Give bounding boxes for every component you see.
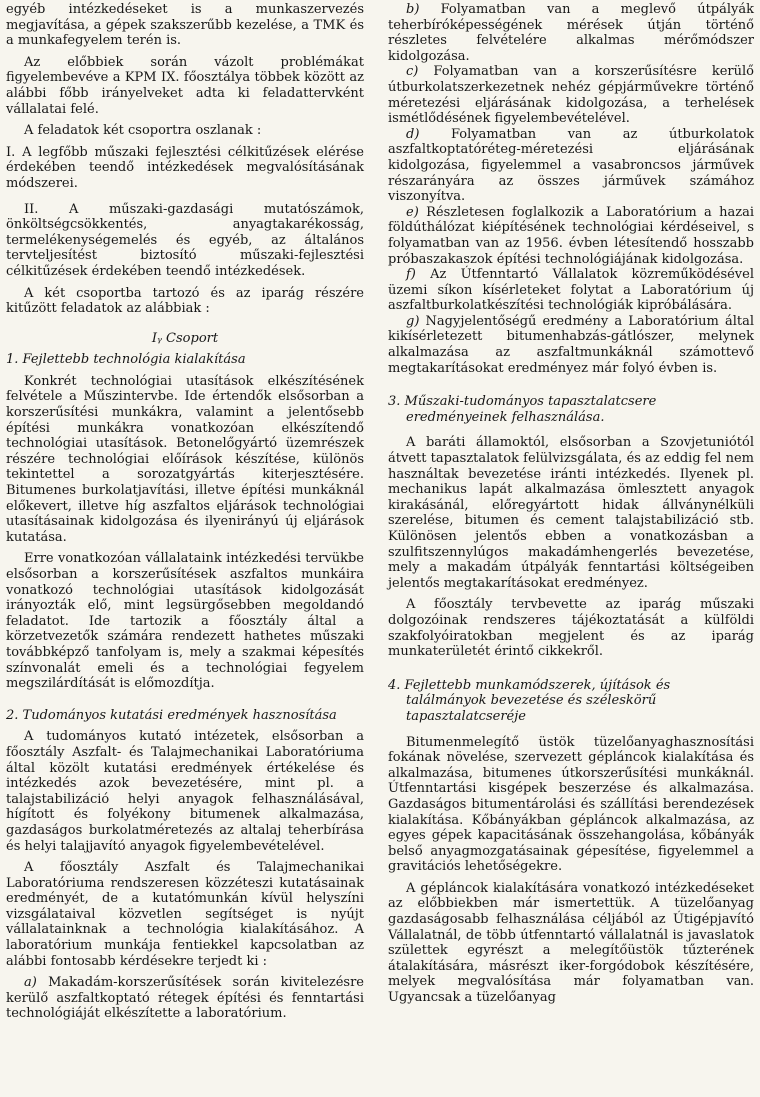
paragraph: A baráti államoktól, elsősorban a Szovjetuniótól átvett tapasztalatok felülvizsgálata, és az eddig fel nem használtak bevezetése iránti intézkedés. Ilyenek pl. mechanikus lapát alkalmazása ömlesztett anyagok kirakásánál, előregyártott hidak állványnélküli szerelése, bitumen és cement talajstabilizáció stb. Különösen jelentős ebben a vonatkozásban a szulfitszennylúgos makadámhengerlés bevezetése, mely a makadám útpályák fenntartási költségeiben jelentős megtakarításokat eredményez.: [388, 435, 754, 591]
item-text: Az Útfenntartó Vállalatok közreműködésével üzemi síkon kísérleteket folytat a Laboratórium új aszfaltburkolatkészítési technológiák kipróbálására.: [388, 267, 754, 314]
item-label: d): [406, 126, 420, 142]
task-group-1: I. A legfőbb műszaki fejlesztési célkitűzések elérése érdekében teendő intézkedések megvalósításának módszerei.: [6, 144, 364, 191]
list-item-c: [388, 64, 754, 126]
item-label: c): [406, 64, 419, 80]
item-label: e): [406, 204, 419, 220]
item-label: f): [406, 267, 416, 283]
item-text: Részletesen foglalkozik a Laboratórium a hazai földúthálózat kiépítésének technológiai kérdéseivel, s folyamatban van az 1956. évben létesítendő hosszabb próbaszakaszok építési technológiájának kidolgozása.: [388, 204, 754, 267]
section-heading-3: 3. Műszaki-tudományos tapasztalatcsere eredményeinek felhasználása.: [388, 394, 657, 425]
item-label: a): [24, 975, 37, 991]
paragraph: A főosztály tervbevette az iparág műszaki dolgozóinak rendszeres tájékoztatását a külföldi szakfolyóiratokban megjelent és az iparág munkaterületét érintő cikkekről.: [388, 597, 754, 660]
list-item-e: [388, 205, 754, 267]
paragraph: Az előbbiek során vázolt problémákat figyelembevéve a KPM IX. főosztálya többek között az alábbi főbb irányelveket adta ki feladattervként vállalatai felé.: [6, 54, 364, 117]
item-text: Nagyjelentőségű eredmény a Laboratórium által kikísérletezett bitumenhabzás-gátlószer, melynek alkalmazása az aszfaltmunkáknál számottevő megtakarításokat eredményez már folyó évben is.: [388, 313, 754, 376]
section-heading-2: 2. Tudományos kutatási eredmények hasznosítása: [6, 707, 337, 723]
paragraph: egyéb intézkedéseket is a munkaszervezés megjavítása, a gépek szakszerűbb kezelése, a TMK és a munkafegyelem terén is.: [6, 2, 364, 49]
item-label: b): [406, 2, 420, 17]
left-column: [6, 2, 364, 1022]
item-label: g): [406, 313, 420, 329]
item-text: Folyamatban van a meglevő útpályák teherbíróképességének mérések útján történő részletes felvételére alkalmas mérőmódszer kidolgozása.: [388, 2, 754, 64]
paragraph: A feladatok két csoportra oszlanak :: [24, 123, 262, 139]
paragraph: A két csoportba tartozó és az iparág részére kitűzött feladatok az alábbiak :: [6, 285, 364, 317]
group-heading: Iᵧ Csoport: [151, 330, 219, 346]
list-item-b: [388, 2, 754, 64]
list-item-f: [388, 267, 754, 314]
item-text: Makadám-korszerűsítések során kivitelezésre kerülő aszfaltkoptató rétegek építési és fenntartási technológiáját elkészítette a laboratórium.: [6, 975, 365, 1022]
paragraph: A főosztály Aszfalt és Talajmechanikai Laboratóriuma rendszeresen közzéteszi kutatásainak eredményét, de a kutatómunkán kívül helyszíni vizsgálataival közvetlen segítséget is nyújt vállalatainknak a technológia kialakításához. A laboratórium munkája fentiekkel kapcsolatban az alábbi fontosabb kérdésekre terjedt ki :: [6, 860, 364, 969]
paragraph: Erre vonatkozóan vállalataink intézkedési tervükbe elsősorban a korszerűsítések aszfaltos munkáira vonatkozó technológiai utasítások kidolgozását irányozták elő, mint legsürgősebben megoldandó feladatot. Ide tartozik a főosztály által a körzetvezetők számára rendezett hathetes műszaki továbbképző tanfolyam is, mely a szakmai képesítés színvonalát emeli és a technológiai fegyelem megszilárdítását is előmozdítja.: [6, 551, 364, 692]
paragraph: A tudományos kutató intézetek, elsősorban a főosztály Aszfalt- és Talajmechanikai Laboratóriuma által közölt kutatási eredmények értékelése és intézkedés azok bevezetésére, mint pl. a talajstabilizáció helyi anyagok felhasználásával, hígított és folyékony bitumenek alkalmazása, gazdaságos burkolatméretezés az altalaj teherbírása és helyi talajjavító anyagok figyelembevételével.: [6, 729, 364, 854]
task-group-2: II. A műszaki-gazdasági mutatószámok, önköltségcsökkentés, anyagtakarékosság, termelékenységemelés és egyéb, az általános tervteljesítést biztosító műszaki-fejlesztési célkitűzések érdekében teendő intézkedések.: [6, 201, 364, 279]
right-column: [388, 2, 754, 1006]
paragraph: A gépláncok kialakítására vonatkozó intézkedéseket az előbbiekben már ismertettük. A tüzelőanyag gazdaságosabb felhasználása céljából az Útigépjavító Vállalatnál, de több útfenntartó vállalatnál is javaslatok születtek egyrészt a melegítőüstök tűzterének átalakítására, másrészt iker-forgódobok készítésére, melyek megvalósítása már folyamatban van. Ugyancsak a tüzelőanyag: [388, 880, 754, 1006]
paragraph: Konkrét technológiai utasítások elkészítésének felvétele a Műszintervbe. Ide értendők elsősorban a korszerűsítési munkákra, valamint a jelentősebb építési munkákra vonatkozóan elkészítendő technológiai utasítások. Betonelőgyártó üzemrészek részére technológiai előírások készítése, különös tekintettel a sorozatgyártás kiterjesztésére. Bitumenes burkolatjavítási, illetve építési munkáknál előkevert, illetve híg aszfaltos eljárások technológiai utasításainak kidolgozása és ilyenirányú új eljárások kutatása.: [6, 373, 364, 545]
paragraph: Bitumenmelegítő üstök tüzelőanyaghasznosítási fokának növelése, szervezett gépláncok kialakítása és alkalmazása, bitumenes útkorszerűsítési munkáknál. Útfenntartási kisgépek beszerzése és alkalmazása. Gazdaságos bitumentárolási és szállítási berendezések kialakítása. Kőbányákban gépláncok alkalmazása, az egyes gépek kapacitásának összehangolása, kőbányák belső anyagmozgatásainak gépesítése, figyelemmel a gravitációs lehetőségekre.: [388, 734, 754, 875]
item-text: Folyamatban van a korszerűsítésre kerülő útburkolatszerkezetnek nehéz gépjárművekre történő méretezési eljárásának kidolgozása, a terhelések ismétlődésének figyelembevételével.: [388, 64, 754, 127]
section-heading-1: 1. Fejlettebb technológia kialakítása: [6, 352, 246, 368]
list-item-a: [6, 975, 364, 1022]
item-text: Folyamatban van az útburkolatok aszfaltkoptatóréteg-méretezési eljárásának kidolgozása, figyelemmel a vasabroncsos járművek részarányára az összes járművek számához viszonyítva.: [388, 126, 754, 205]
list-item-d: [388, 127, 754, 205]
section-heading-4: 4. Fejlettebb munkamódszerek, újítások és találmányok bevezetése és széleskörű tapasztalatcseréje: [388, 677, 671, 724]
list-item-g: [388, 314, 754, 376]
